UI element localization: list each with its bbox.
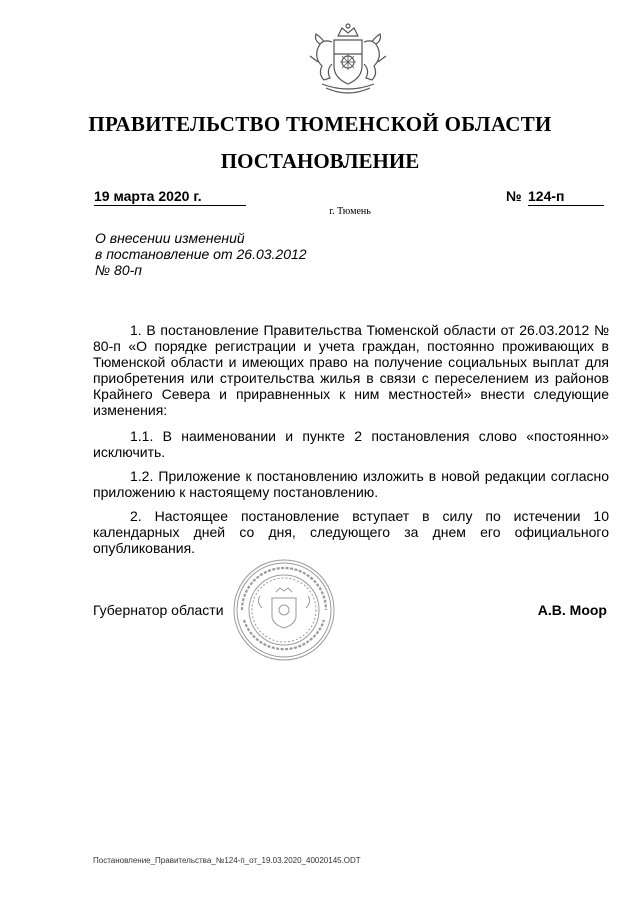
document-body <box>93 322 609 564</box>
subject-line: № 80-п <box>95 262 142 278</box>
document-number: 124-п <box>528 188 604 206</box>
signer-title: Губернатор области <box>93 602 224 618</box>
footer-filename: Постановление_Правительства_№124-п_от_19.03.2020_40020145.ODT <box>93 856 361 865</box>
paragraph-1-1: 1.1. В наименовании и пункте 2 постановления слово «постоянно» исключить. <box>93 428 609 460</box>
document-date: 19 марта 2020 г. <box>94 188 246 206</box>
document-number-field <box>506 188 604 205</box>
coat-of-arms-icon <box>304 22 392 106</box>
subject-line: в постановление от 26.03.2012 <box>95 246 307 262</box>
document-subject <box>95 230 395 278</box>
paragraph-2: 2. Настоящее постановление вступает в силу по истечении 10 календарных дней со дня, следующего за днем его официального опубликования. <box>93 508 609 556</box>
document-type: ПОСТАНОВЛЕНИЕ <box>220 149 420 173</box>
signer-name: А.В. Моор <box>537 602 607 618</box>
government-title: ПРАВИТЕЛЬСТВО ТЮМЕНСКОЙ ОБЛАСТИ <box>88 112 552 136</box>
subject-line: О внесении изменений <box>95 230 245 246</box>
paragraph-1: 1. В постановление Правительства Тюменской области от 26.03.2012 № 80-п «О порядке регистрации и учета граждан, постоянно проживающих в Тюменской области и имеющих право на получение социальных выплат для приобретения или строительства жилья в связи с переселением из районов Крайнего Севера и приравненных к ним местностей» внести следующие изменения: <box>93 322 609 418</box>
paragraph-1-2: 1.2. Приложение к постановлению изложить в новой редакции согласно приложению к настоящему постановлению. <box>93 468 609 500</box>
number-sign: № <box>506 188 522 204</box>
document-city: г. Тюмень <box>329 206 371 217</box>
official-seal-icon <box>232 558 336 662</box>
